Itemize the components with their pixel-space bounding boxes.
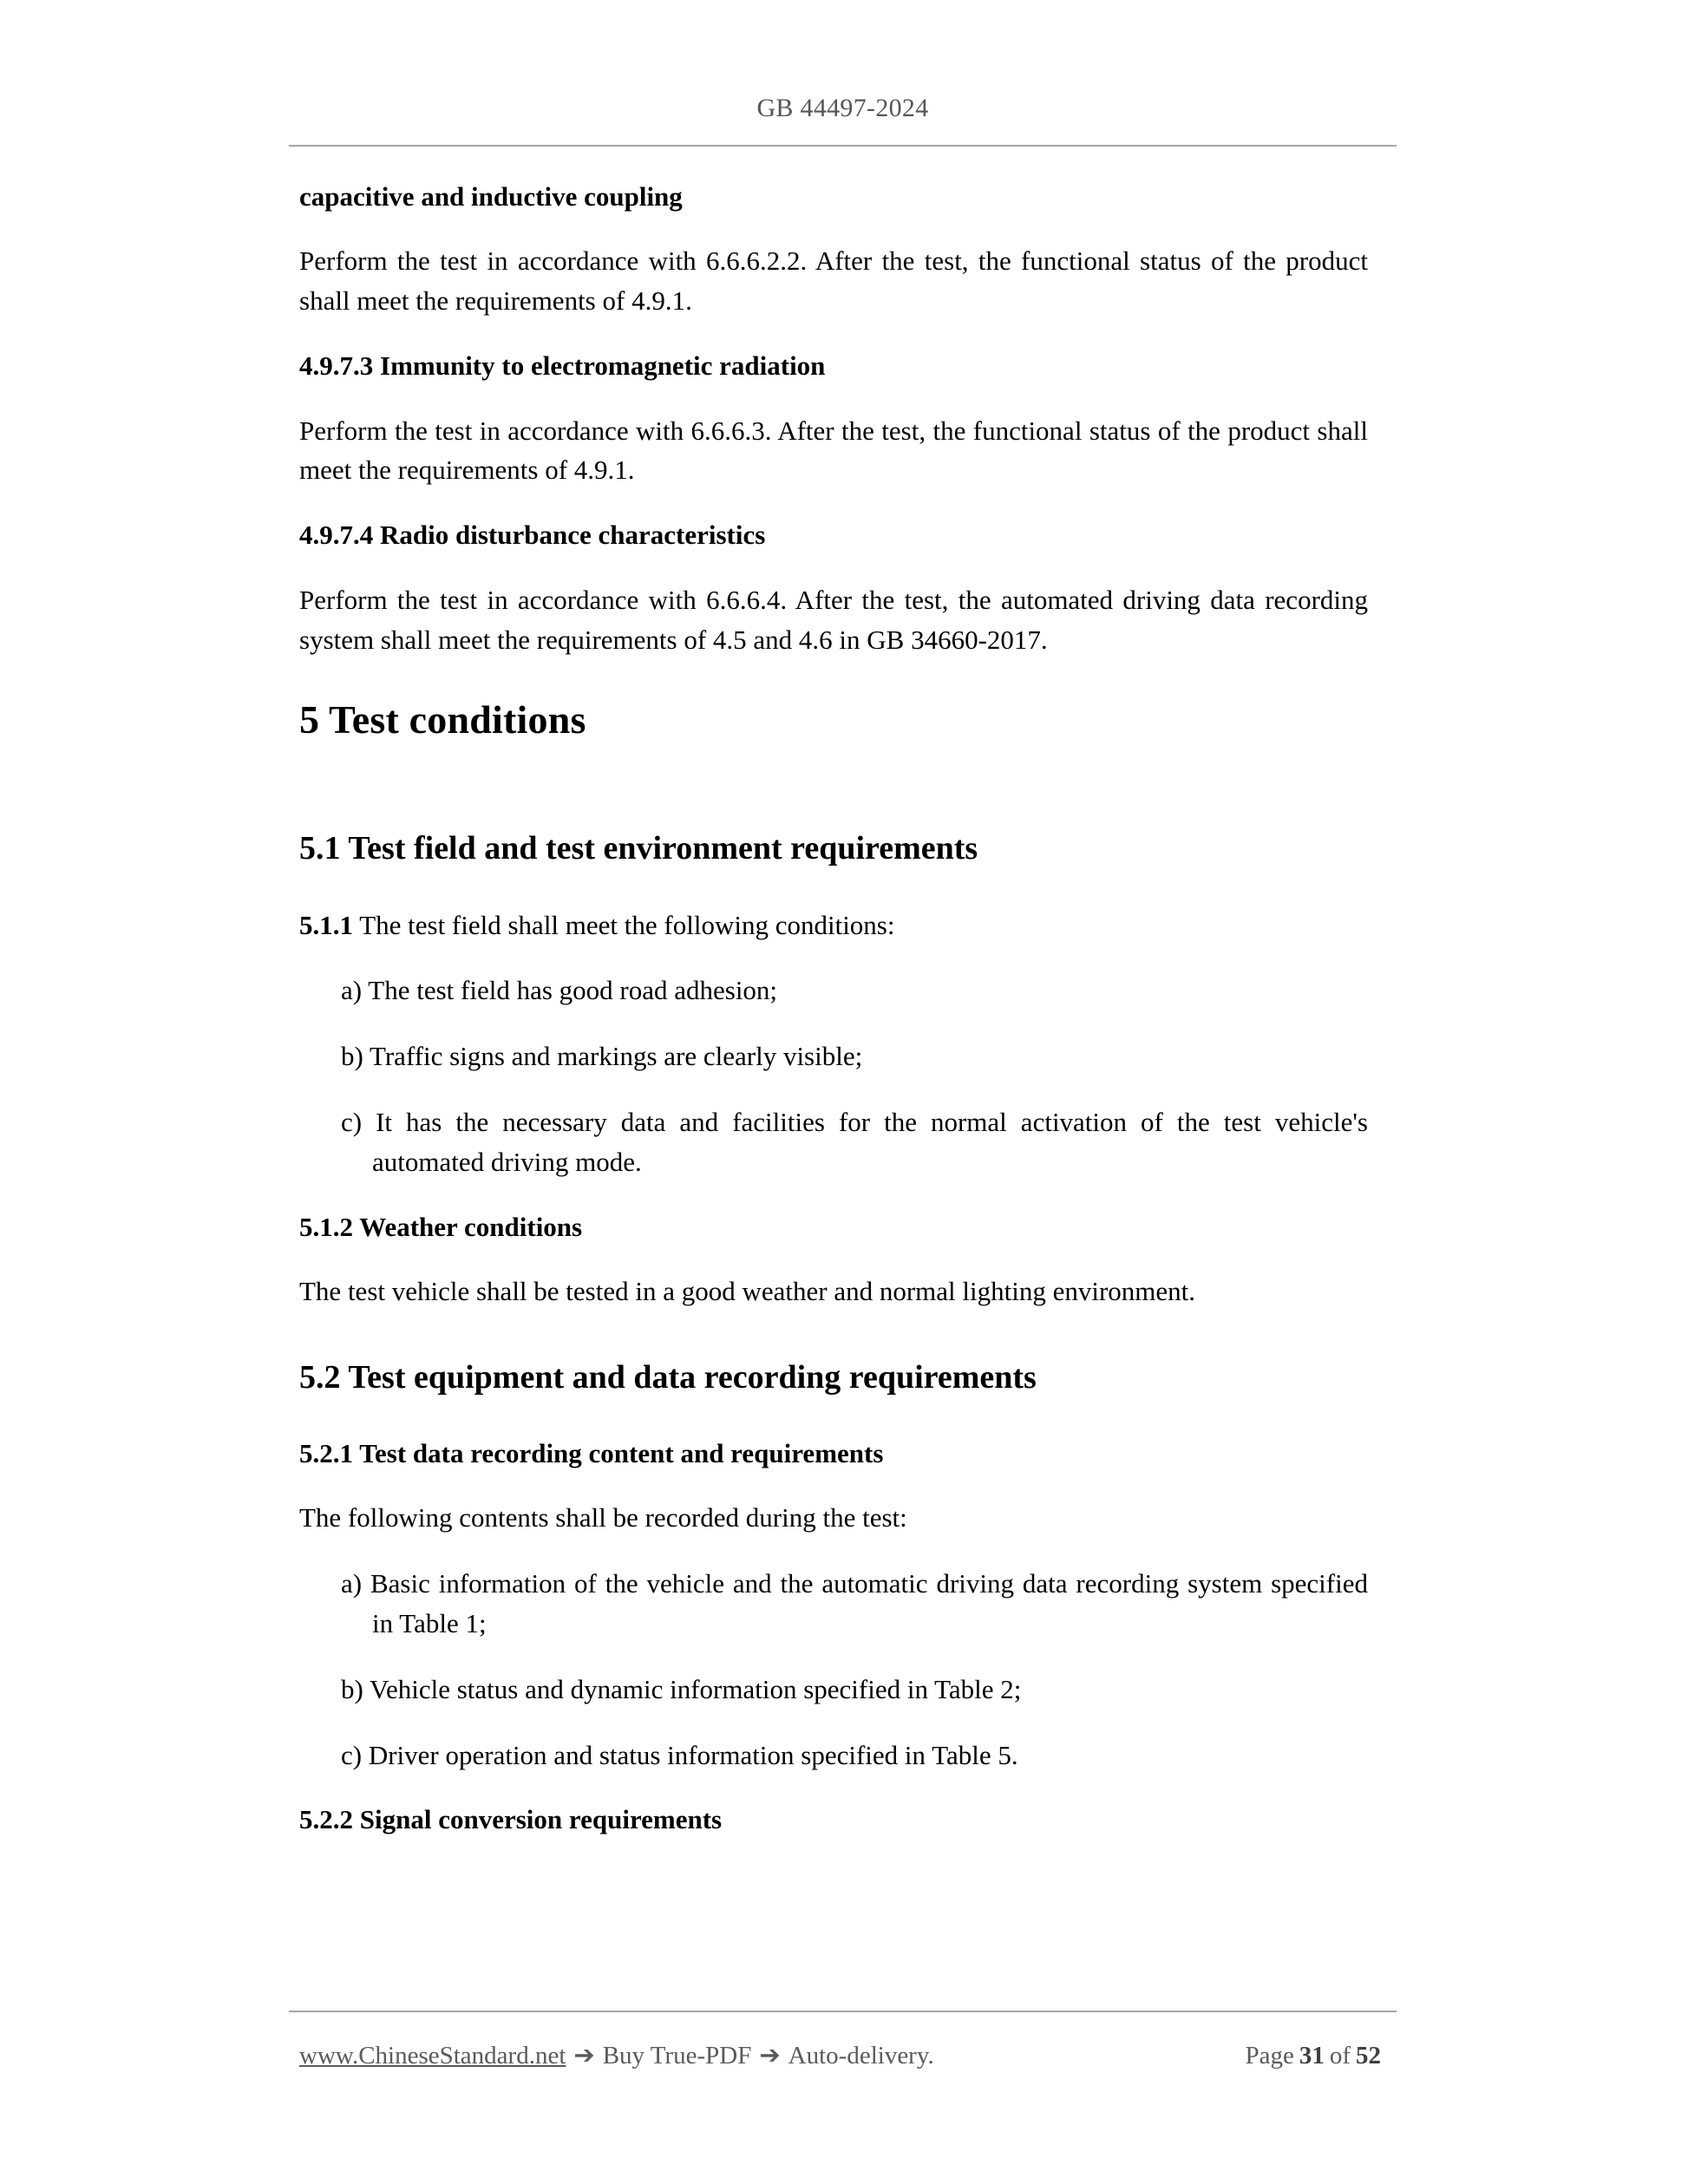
spacer bbox=[299, 746, 1368, 777]
page-indicator bbox=[1245, 2042, 1397, 2070]
of-word: of bbox=[1329, 2042, 1351, 2070]
buy-label: Buy True-PDF bbox=[602, 2042, 752, 2070]
heading-5-2-1: 5.2.1 Test data recording content and requirements bbox=[299, 1437, 884, 1468]
spacer bbox=[299, 1400, 1368, 1435]
standard-code: GB 44497-2024 bbox=[756, 94, 929, 122]
heading-5-1: 5.1 Test field and test environment requirements bbox=[299, 830, 978, 867]
list-item: a) Basic information of the vehicle and the automatic driving data recording system specified in Table 1; bbox=[341, 1567, 1368, 1638]
clause-text: The test field shall meet the following conditions: bbox=[353, 909, 895, 940]
heading-section-5: 5 Test conditions bbox=[299, 697, 586, 742]
total-page-number: 52 bbox=[1356, 2042, 1381, 2070]
paragraph-5-2-1: The following contents shall be recorded during the test: bbox=[299, 1502, 907, 1533]
header-divider bbox=[289, 145, 1397, 147]
website-link[interactable]: www.ChineseStandard.net bbox=[299, 2042, 566, 2070]
delivery-label: Auto-delivery. bbox=[788, 2042, 934, 2070]
footer-divider bbox=[289, 2011, 1397, 2012]
heading-4-9-7-4: 4.9.7.4 Radio disturbance characteristics bbox=[299, 520, 766, 551]
list-item: c) Driver operation and status information specified in Table 5. bbox=[341, 1739, 1018, 1770]
heading-5-1-2: 5.1.2 Weather conditions bbox=[299, 1211, 583, 1242]
paragraph-4-9-7-3: Perform the test in accordance with 6.6.6.3. After the test, the functional status of the product shall meet the requirements of 4.9.1. bbox=[299, 415, 1368, 486]
list-5-1-1 bbox=[299, 971, 1368, 1182]
spacer bbox=[299, 871, 1368, 906]
paragraph-4-9-7-4: Perform the test in accordance with 6.6.6.4. After the test, the automated driving data recording system shall meet the requirements of 4.5 and 4.6 in GB 34660-2017. bbox=[299, 584, 1368, 655]
list-item: b) Vehicle status and dynamic information specified in Table 2; bbox=[341, 1673, 1022, 1704]
arrow-right-icon: ➔ bbox=[573, 2042, 595, 2070]
arrow-right-icon: ➔ bbox=[759, 2042, 781, 2070]
page-word: Page bbox=[1245, 2042, 1294, 2070]
list-item: a) The test field has good road adhesion; bbox=[341, 975, 778, 1006]
continued-heading-fragment: capacitive and inductive coupling bbox=[299, 181, 683, 212]
current-page-number: 31 bbox=[1299, 2042, 1325, 2070]
paragraph-5-1-2: The test vehicle shall be tested in a good weather and normal lighting environment. bbox=[299, 1276, 1196, 1307]
heading-5-2: 5.2 Test equipment and data recording requirements bbox=[299, 1359, 1037, 1396]
list-5-2-1 bbox=[299, 1564, 1368, 1775]
list-item: c) It has the necessary data and facilities for the normal activation of the test vehicle's automated driving mode. bbox=[341, 1107, 1368, 1178]
footer-promo bbox=[299, 2040, 934, 2070]
running-footer bbox=[299, 2040, 1397, 2070]
document-body bbox=[299, 178, 1368, 1839]
list-item: b) Traffic signs and markings are clearly visible; bbox=[341, 1041, 863, 1072]
heading-5-2-2: 5.2.2 Signal conversion requirements bbox=[299, 1804, 723, 1835]
running-header bbox=[289, 94, 1397, 123]
clause-number: 5.1.1 bbox=[299, 909, 353, 940]
clause-5-1-1 bbox=[299, 906, 1368, 945]
paragraph-4-9-7-2: Perform the test in accordance with 6.6.6.2.2. After the test, the functional status of the product shall meet the requirements of 4.9.1. bbox=[299, 245, 1368, 317]
heading-4-9-7-3: 4.9.7.3 Immunity to electromagnetic radiation bbox=[299, 350, 826, 382]
